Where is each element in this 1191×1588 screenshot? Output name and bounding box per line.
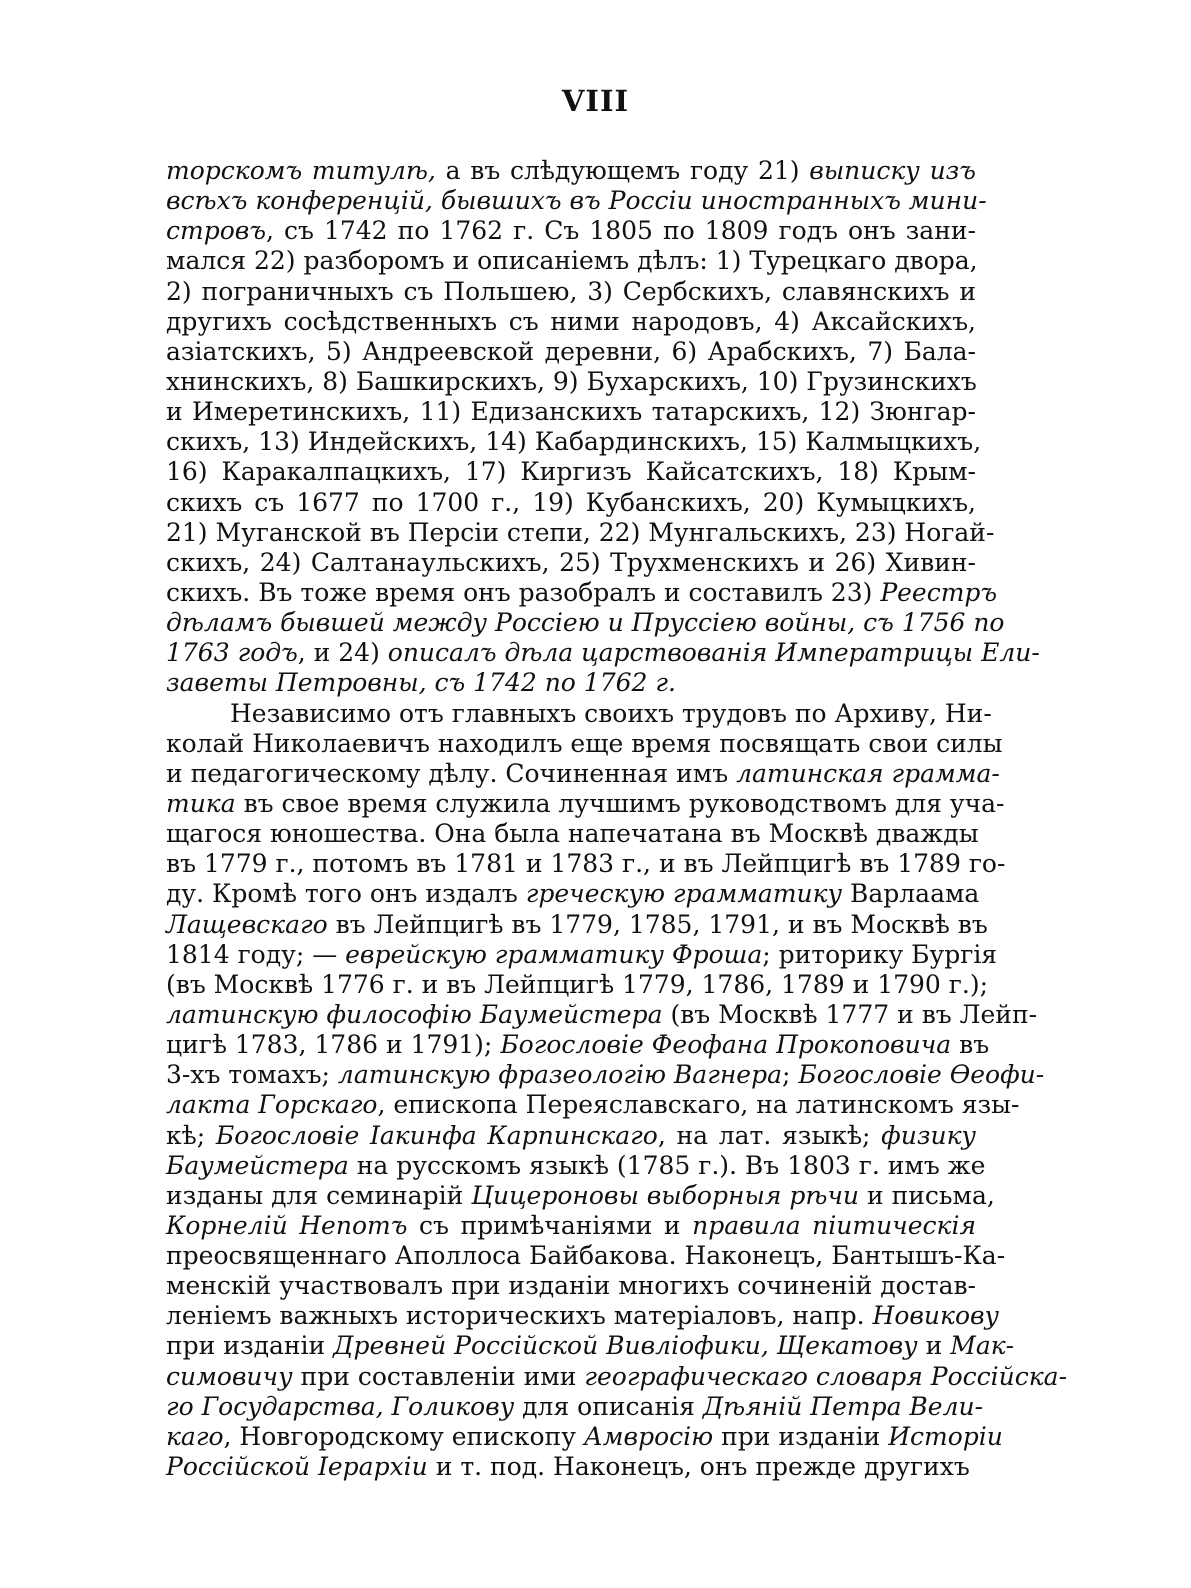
text-run: въ 1779 г., потомъ въ 1781 и 1783 г., и въ Лейпцигѣ въ 1789 го-: [166, 849, 1006, 879]
text-run: на русскомъ языкѣ (1785 г.). Въ 1803 г. имъ же: [348, 1150, 986, 1180]
text-line: [166, 758, 1000, 789]
body-text: [166, 156, 1068, 1482]
text-line: [166, 216, 976, 246]
italic-text: лакта Горскаго: [166, 1090, 378, 1120]
text-run: и т. под. Наконецъ, онъ прежде другихъ: [427, 1452, 970, 1482]
text-run: Независимо отъ главныхъ своихъ трудовъ по Архиву, Ни-: [230, 698, 992, 728]
text-run: въ Лейпцигѣ въ 1779, 1785, 1791, и въ Москвѣ въ: [327, 909, 988, 939]
text-line: [166, 488, 976, 518]
text-run: мался 22) разборомъ и описаніемъ дѣлъ: 1) Турецкаго двора,: [166, 246, 978, 276]
text-run: преосвященнаго Аполлоса Байбакова. Наконецъ, Бантышъ-Ка-: [166, 1241, 1006, 1271]
italic-text: Лащевскаго: [166, 909, 328, 939]
text-line: [166, 1150, 986, 1181]
italic-text: каго: [166, 1421, 224, 1451]
text-run: хнинскихъ, 8) Башкирскихъ, 9) Бухарскихъ, 10) Грузинскихъ: [166, 366, 977, 396]
italic-text: выписку изъ: [809, 156, 976, 185]
text-run: 3-хъ томахъ;: [166, 1060, 338, 1090]
text-line: [166, 969, 988, 1000]
text-run: скихъ, 24) Салтанаульскихъ, 25) Трухменскихъ и 26) Хивин-: [166, 547, 976, 577]
paragraph: [166, 698, 1068, 1483]
text-run: 16) Каракалпацкихъ, 17) Киргизъ Кайсатскихъ, 18) Крым-: [166, 457, 976, 487]
text-run: ; риторику Бургія: [762, 939, 998, 969]
text-line: [166, 638, 1040, 668]
text-line: [166, 999, 1038, 1030]
text-run: (въ Москвѣ 1777 и въ Лейп-: [662, 999, 1038, 1029]
text-line: [166, 608, 1005, 638]
text-run: 1814 году; —: [166, 939, 346, 969]
text-run: колай Николаевичъ находилъ еще время посвящать свои силы: [166, 728, 1003, 758]
text-run: при изданіи: [713, 1421, 889, 1451]
text-line: [166, 427, 982, 457]
text-line: [166, 1301, 1000, 1331]
text-line: [166, 337, 976, 367]
italic-text: Реестръ: [880, 577, 998, 607]
italic-text: Россійской Іерархіи: [166, 1452, 428, 1482]
text-run: леніемъ важныхъ историческихъ матеріаловъ, напр.: [166, 1301, 873, 1331]
text-line: [166, 1361, 1068, 1392]
italic-text: заветы Петровны, съ 1742 по 1762 г.: [166, 668, 676, 698]
text-run: а въ слѣдующемъ году 21): [435, 156, 810, 185]
text-line: [166, 156, 976, 186]
text-run: въ свое время служила лучшимъ руководствомъ для уча-: [235, 788, 1005, 818]
text-line: [166, 307, 976, 337]
italic-text: греческую грамматику: [525, 879, 843, 909]
page-number: VIII: [561, 84, 630, 118]
text-run: для описанія: [514, 1391, 703, 1421]
text-line: [166, 548, 976, 578]
italic-text: Богословіе Феофана Прокоповича: [500, 1030, 952, 1060]
text-run: съ примѣчаніями и: [407, 1210, 693, 1240]
italic-text: правила піитическія: [692, 1210, 977, 1240]
text-line: [166, 1241, 1006, 1271]
italic-text: Корнелій Непотъ: [166, 1210, 408, 1240]
italic-text: Богословіе Іакинфа Карпинскаго: [215, 1120, 658, 1150]
text-run: ;: [782, 1060, 799, 1090]
text-run: (въ Москвѣ 1776 г. и въ Лейпцигѣ 1779, 1786, 1789 и 1790 г.);: [166, 969, 988, 999]
text-run: и: [917, 1331, 951, 1361]
text-run: скихъ съ 1677 по 1700 г., 19) Кубанскихъ, 20) Кумыцкихъ,: [166, 487, 976, 517]
italic-text: Новикову: [872, 1301, 1000, 1331]
text-line: [166, 1271, 976, 1301]
text-run: ду. Кромѣ того онъ издалъ: [166, 879, 526, 909]
text-line: [166, 1180, 995, 1211]
text-line: [166, 186, 987, 216]
italic-text: Богословіе Ѳеофи-: [798, 1060, 1045, 1090]
text-line: [166, 698, 992, 729]
text-run: , Новгородскому епископу: [223, 1421, 584, 1451]
italic-text: тика: [166, 788, 236, 818]
text-line: [166, 1090, 1020, 1120]
italic-text: всѣхъ конференцій, бывшихъ въ Россіи иностранныхъ мини-: [166, 186, 987, 216]
text-run: Варлаама: [842, 879, 980, 909]
text-line: [166, 819, 979, 849]
text-line: [166, 788, 1005, 819]
text-run: щагося юношества. Она была напечатана въ Москвѣ дважды: [166, 819, 979, 849]
text-line: [166, 1331, 1015, 1361]
text-line: [166, 909, 988, 940]
text-line: [166, 577, 998, 608]
text-run: и письма,: [859, 1180, 995, 1210]
italic-text: Амвросію: [583, 1421, 714, 1451]
text-run: , съ 1742 по 1762 г. Съ 1805 по 1809 годъ онъ зани-: [265, 216, 976, 246]
text-line: [166, 879, 980, 909]
italic-text: географическаго словаря Россійска-: [584, 1361, 1068, 1391]
italic-text: симовичу: [166, 1361, 293, 1391]
text-run: кѣ;: [166, 1120, 216, 1150]
text-run: , епископа Переяславскаго, на латинскомъ язы-: [377, 1090, 1020, 1120]
italic-text: латинскую фразеологію Вагнера: [337, 1060, 783, 1090]
italic-text: латинскую философію Баумейстера: [166, 999, 663, 1029]
text-line: [166, 1121, 976, 1151]
text-run: 2) пограничныхъ съ Польшею, 3) Сербскихъ, славянскихъ и: [166, 276, 976, 306]
text-line: [166, 849, 1006, 879]
text-line: [166, 246, 976, 276]
text-line: [166, 277, 976, 307]
text-run: скихъ. Въ тоже время онъ разобралъ и составилъ 23): [166, 577, 881, 607]
italic-text: Дѣяній Петра Вели-: [702, 1391, 984, 1421]
paragraph: [166, 156, 1040, 699]
text-line: [166, 668, 976, 698]
text-run: , на лат. языкѣ;: [657, 1120, 882, 1150]
text-run: другихъ сосѣдственныхъ съ ними народовъ, 4) Аксайскихъ,: [166, 306, 976, 336]
text-run: изданы для семинарій: [166, 1180, 472, 1210]
italic-text: стровъ: [166, 216, 266, 246]
text-line: [166, 517, 995, 548]
italic-text: Исторіи: [888, 1421, 1003, 1451]
text-run: и Имеретинскихъ, 11) Едизанскихъ татарскихъ, 12) Зюнгар-: [166, 397, 976, 427]
italic-text: физику: [881, 1120, 977, 1150]
text-run: при изданіи: [166, 1331, 334, 1361]
text-run: , и 24): [297, 638, 388, 668]
text-line: [166, 1211, 976, 1241]
italic-text: Древней Россійской Вивліофики, Щекатову: [333, 1331, 918, 1361]
text-line: [166, 939, 998, 970]
italic-text: Цицероновы выборныя рѣчи: [471, 1180, 860, 1210]
italic-text: Мак-: [950, 1331, 1015, 1361]
italic-text: торскомъ титулѣ,: [166, 156, 436, 185]
text-run: и педагогическому дѣлу. Сочиненная имъ: [166, 758, 737, 788]
text-run: менскій участвовалъ при изданіи многихъ сочиненій достав-: [166, 1271, 976, 1301]
text-run: при составленіи ими: [292, 1361, 585, 1391]
text-line: [166, 367, 976, 397]
text-line: [166, 1421, 1003, 1452]
text-run: азіатскихъ, 5) Андреевской деревни, 6) Арабскихъ, 7) Бала-: [166, 336, 976, 366]
italic-text: еврейскую грамматику Фроша: [345, 939, 763, 969]
text-line: [166, 728, 1003, 759]
text-line: [166, 1452, 976, 1482]
text-run: въ: [951, 1030, 990, 1060]
italic-text: дѣламъ бывшей между Россіею и Пруссіею войны, съ 1756 по: [166, 608, 1005, 638]
text-line: [166, 457, 976, 487]
italic-text: 1763 годъ: [166, 638, 298, 668]
text-line: [166, 1030, 990, 1060]
italic-text: латинская грамма-: [736, 758, 1000, 788]
text-line: [166, 1060, 1045, 1090]
text-run: цигѣ 1783, 1786 и 1791);: [166, 1030, 501, 1060]
text-line: [166, 397, 976, 427]
text-line: [166, 1391, 984, 1422]
italic-text: го Государства, Голикову: [166, 1391, 515, 1421]
italic-text: описалъ дѣла царствованія Императрицы Ели-: [387, 638, 1040, 668]
text-run: 21) Муганской въ Персіи степи, 22) Мунгальскихъ, 23) Ногай-: [166, 517, 995, 547]
text-run: скихъ, 13) Индейскихъ, 14) Кабардинскихъ, 15) Калмыцкихъ,: [166, 427, 982, 457]
italic-text: Баумейстера: [166, 1150, 349, 1180]
